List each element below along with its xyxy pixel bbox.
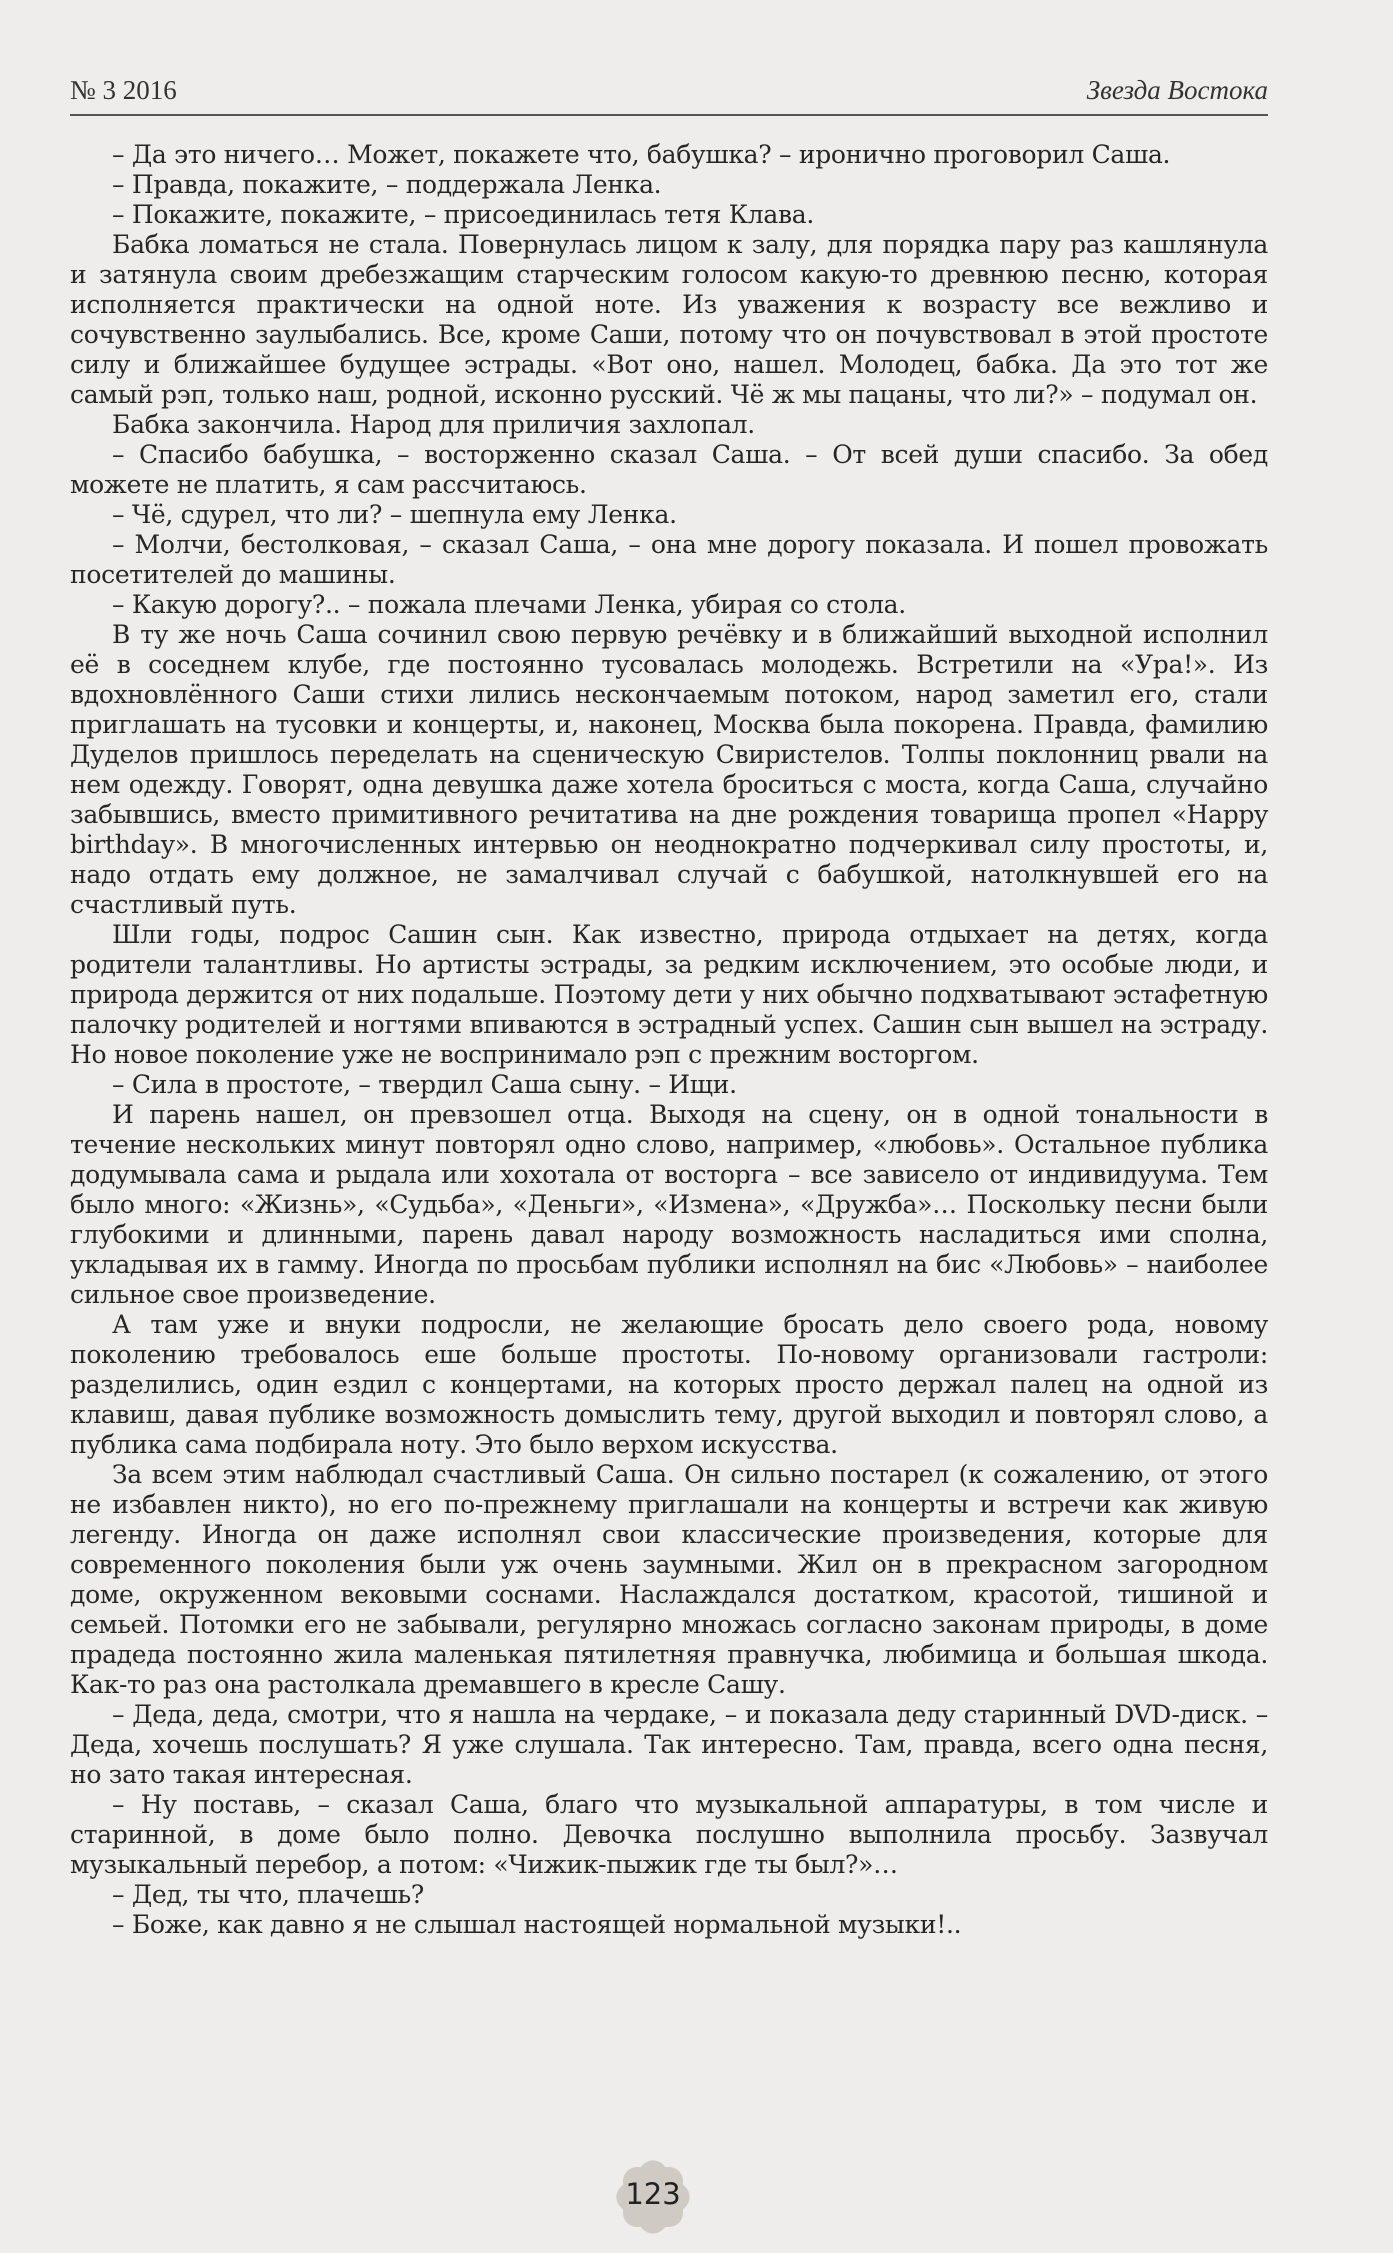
issue-label: № 3 2016 (70, 75, 177, 105)
paragraph: В ту же ночь Саша сочинил свою первую речёвку и в ближайший выходной исполнил её в соседнем клубе, где постоянно тусовалась молодежь. Встретили на «Ура!». Из вдохновлённого Саши стихи лились нескончаемым потоком, народ заметил его, стали приглашать на тусовки и концерты, и, наконец, Москва была покорена. Правда, фамилию Дуделов пришлось переделать на сценическую Свиристелов. Толпы поклонниц рвали на нем одежду. Говорят, одна девушка даже хотела броситься с моста, когда Саша, случайно забывшись, вместо примитивного речитатива на дне рождения товарища пропел «Happy birthday». В многочисленных интервью он неоднократно подчеркивал силу простоты, и, надо отдать ему должное, не замалчивал случай с бабушкой, натолкнувшей его на счастливый путь. (70, 620, 1268, 919)
paragraph: – Покажите, покажите, – присоединилась тетя Клава. (112, 200, 815, 229)
paragraph: – Боже, как давно я не слышал настоящей нормальной музыки!.. (112, 1910, 962, 1939)
paragraph: – Спасибо бабушка, – восторженно сказал Саша. – От всей души спасибо. За обед можете не платить, я сам рассчитаюсь. (70, 440, 1268, 499)
paragraph: Бабка закончила. Народ для приличия захлопал. (112, 410, 755, 439)
paragraph: – Чё, сдурел, что ли? – шепнула ему Ленка. (112, 500, 677, 529)
page-number: 123 (625, 2177, 681, 2211)
paragraph: – Дед, ты что, плачешь? (112, 1880, 424, 1909)
paragraph: – Правда, покажите, – поддержала Ленка. (112, 170, 662, 199)
running-header (70, 62, 1268, 116)
paragraph: – Деда, деда, смотри, что я нашла на чердаке, – и показала деду старинный DVD-диск. – Деда, хочешь послушать? Я уже слушала. Так интересно. Там, правда, всего одна песня, но зато такая интересная. (70, 1700, 1268, 1789)
article-text (70, 140, 1268, 1940)
paragraph: А там уже и внуки подросли, не желающие бросать дело своего рода, новому поколению требовалось еше больше простоты. По-новому организовали гастроли: разделились, один ездил с концертами, на которых просто держал палец на одной из клавиш, давая публике возможность домыслить тему, другой выходил и повторял слово, а публика сама подбирала ноту. Это было верхом искусства. (70, 1310, 1268, 1459)
journal-title: Звезда Востока (1086, 75, 1268, 105)
paragraph: – Молчи, бестолковая, – сказал Саша, – она мне дорогу показала. И пошел провожать посетителей до машины. (70, 530, 1268, 589)
page-footer (0, 2150, 1393, 2240)
paragraph: Шли годы, подрос Сашин сын. Как известно, природа отдыхает на детях, когда родители талантливы. Но артисты эстрады, за редким исключением, это особые люди, и природа держится от них подальше. Поэтому дети у них обычно подхватывают эстафетную палочку родителей и ногтями впиваются в эстрадный успех. Сашин сын вышел на эстраду. Но новое поколение уже не воспринимало рэп с прежним восторгом. (70, 920, 1268, 1069)
paragraph: – Сила в простоте, – твердил Саша сыну. – Ищи. (112, 1070, 737, 1099)
paragraph: – Какую дорогу?.. – пожала плечами Ленка, убирая со стола. (112, 590, 906, 619)
paragraph: И парень нашел, он превзошел отца. Выходя на сцену, он в одной тональности в течение нескольких минут повторял одно слово, например, «любовь». Остальное публика додумывала сама и рыдала или хохотала от восторга – все зависело от индивидуума. Тем было много: «Жизнь», «Судьба», «Деньги», «Измена», «Дружба»… Поскольку песни были глубокими и длинными, парень давал народу возможность насладиться ими сполна, укладывая их в гамму. Иногда по просьбам публики исполнял на бис «Любовь» – наиболее сильное свое произведение. (70, 1100, 1268, 1309)
paragraph: Бабка ломаться не стала. Повернулась лицом к залу, для порядка пару раз кашлянула и затянула своим дребезжащим старческим голосом какую-то древнюю песню, которая исполняется практически на одной ноте. Из уважения к возрасту все вежливо и сочувственно заулыбались. Все, кроме Саши, потому что он почувствовал в этой простоте силу и ближайшее будущее эстрады. «Вот оно, нашел. Молодец, бабка. Да это тот же самый рэп, только наш, родной, исконно русский. Чё ж мы пацаны, что ли?» – подумал он. (70, 230, 1268, 409)
paragraph: – Ну поставь, – сказал Саша, благо что музыкальной аппаратуры, в том числе и старинной, в доме было полно. Девочка послушно выполнила просьбу. Зазвучал музыкальный перебор, а потом: «Чижик-пыжик где ты был?»… (70, 1790, 1268, 1879)
paragraph: – Да это ничего… Может, покажете что, бабушка? – иронично проговорил Саша. (112, 140, 1171, 169)
paragraph: За всем этим наблюдал счастливый Саша. Он сильно постарел (к сожалению, от этого не избавлен никто), но его по-прежнему приглашали на концерты и встречи как живую легенду. Иногда он даже исполнял свои классические произведения, которые для современного поколения были уж очень заумными. Жил он в прекрасном загородном доме, окруженном вековыми соснами. Наслаждался достатком, красотой, тишиной и семьей. Потомки его не забывали, регулярно множась согласно законам природы, в доме прадеда постоянно жила маленькая пятилетняя правнучка, любимица и большая шкода. Как-то раз она растолкала дремавшего в кресле Сашу. (70, 1460, 1268, 1699)
page-number-ornament (611, 2155, 695, 2239)
